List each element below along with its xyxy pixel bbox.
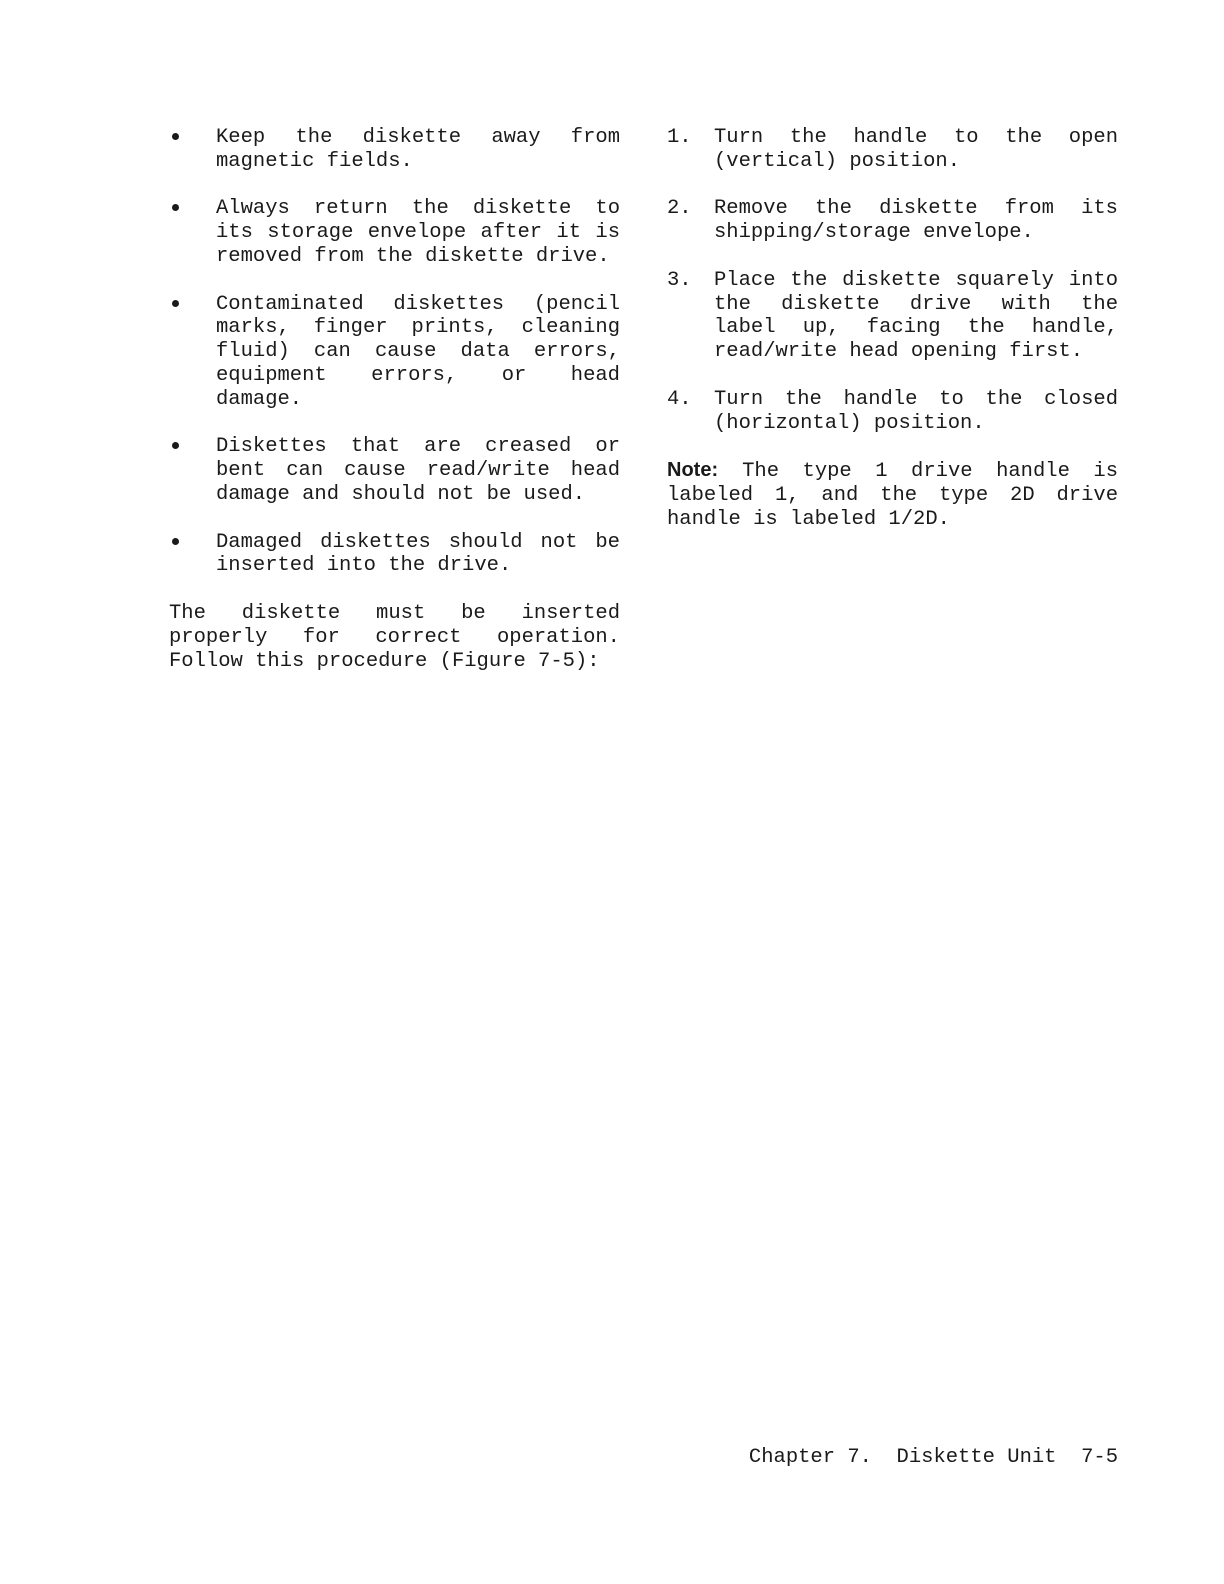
bullet-item-magnetic-fields xyxy=(169,126,620,174)
note-paragraph xyxy=(667,459,1118,531)
bullet-dot-icon xyxy=(172,204,179,211)
bullet-dot-icon xyxy=(172,538,179,545)
bullet-marker xyxy=(169,293,216,317)
footer-page-number: 7-5 xyxy=(1081,1446,1118,1469)
step-item-3 xyxy=(667,269,1118,364)
left-column xyxy=(169,126,620,673)
bullet-marker xyxy=(169,435,216,459)
intro-paragraph: The diskette must be inserted properly for correct operation. Follow this procedure (Figure 7-5): xyxy=(169,601,620,673)
note-text: The type 1 drive handle is labeled 1, and the type 2D drive handle is labeled 1/2D. xyxy=(667,460,1118,531)
step-text: Remove the diskette from its shipping/storage envelope. xyxy=(714,197,1118,245)
step-item-2 xyxy=(667,197,1118,245)
step-item-4 xyxy=(667,388,1118,436)
step-number: 1. xyxy=(667,126,692,149)
bullet-item-storage-envelope xyxy=(169,197,620,268)
bullet-dot-icon xyxy=(172,300,179,307)
bullet-text: Damaged diskettes should not be inserted into the drive. xyxy=(216,530,620,578)
step-text: Turn the handle to the closed (horizontal) position. xyxy=(714,387,1118,435)
bullet-item-creased xyxy=(169,435,620,506)
step-number: 4. xyxy=(667,387,692,411)
bullet-marker xyxy=(169,126,216,150)
bullet-text: Always return the diskette to its storage envelope after it is removed from the diskette drive. xyxy=(216,197,620,268)
bullet-text: Diskettes that are creased or bent can cause read/write head damage and should not be used. xyxy=(216,435,620,506)
bullet-marker xyxy=(169,197,216,221)
bullet-item-damaged xyxy=(169,531,620,579)
right-column xyxy=(667,126,1118,532)
bullet-marker xyxy=(169,531,216,555)
bullet-item-contaminated xyxy=(169,293,620,412)
page-footer xyxy=(749,1446,1118,1470)
bullet-dot-icon xyxy=(172,442,179,449)
bullet-dot-icon xyxy=(172,133,179,140)
step-text: Turn the handle to the open (vertical) position. xyxy=(714,126,1118,173)
note-label: Note: xyxy=(667,459,719,482)
bullet-text: Contaminated diskettes (pencil marks, finger prints, cleaning fluid) can cause data errors, equipment errors, or head damage. xyxy=(216,292,620,411)
step-number: 3. xyxy=(667,268,692,292)
step-item-1 xyxy=(667,126,1118,174)
bullet-text: Keep the diskette away from magnetic fields. xyxy=(216,126,620,173)
footer-chapter: Chapter 7. Diskette Unit xyxy=(748,1446,1057,1469)
step-text: Place the diskette squarely into the diskette drive with the label up, facing the handle, read/write head opening first. xyxy=(714,268,1118,364)
step-number: 2. xyxy=(667,197,692,221)
footer-gap xyxy=(1056,1446,1081,1469)
